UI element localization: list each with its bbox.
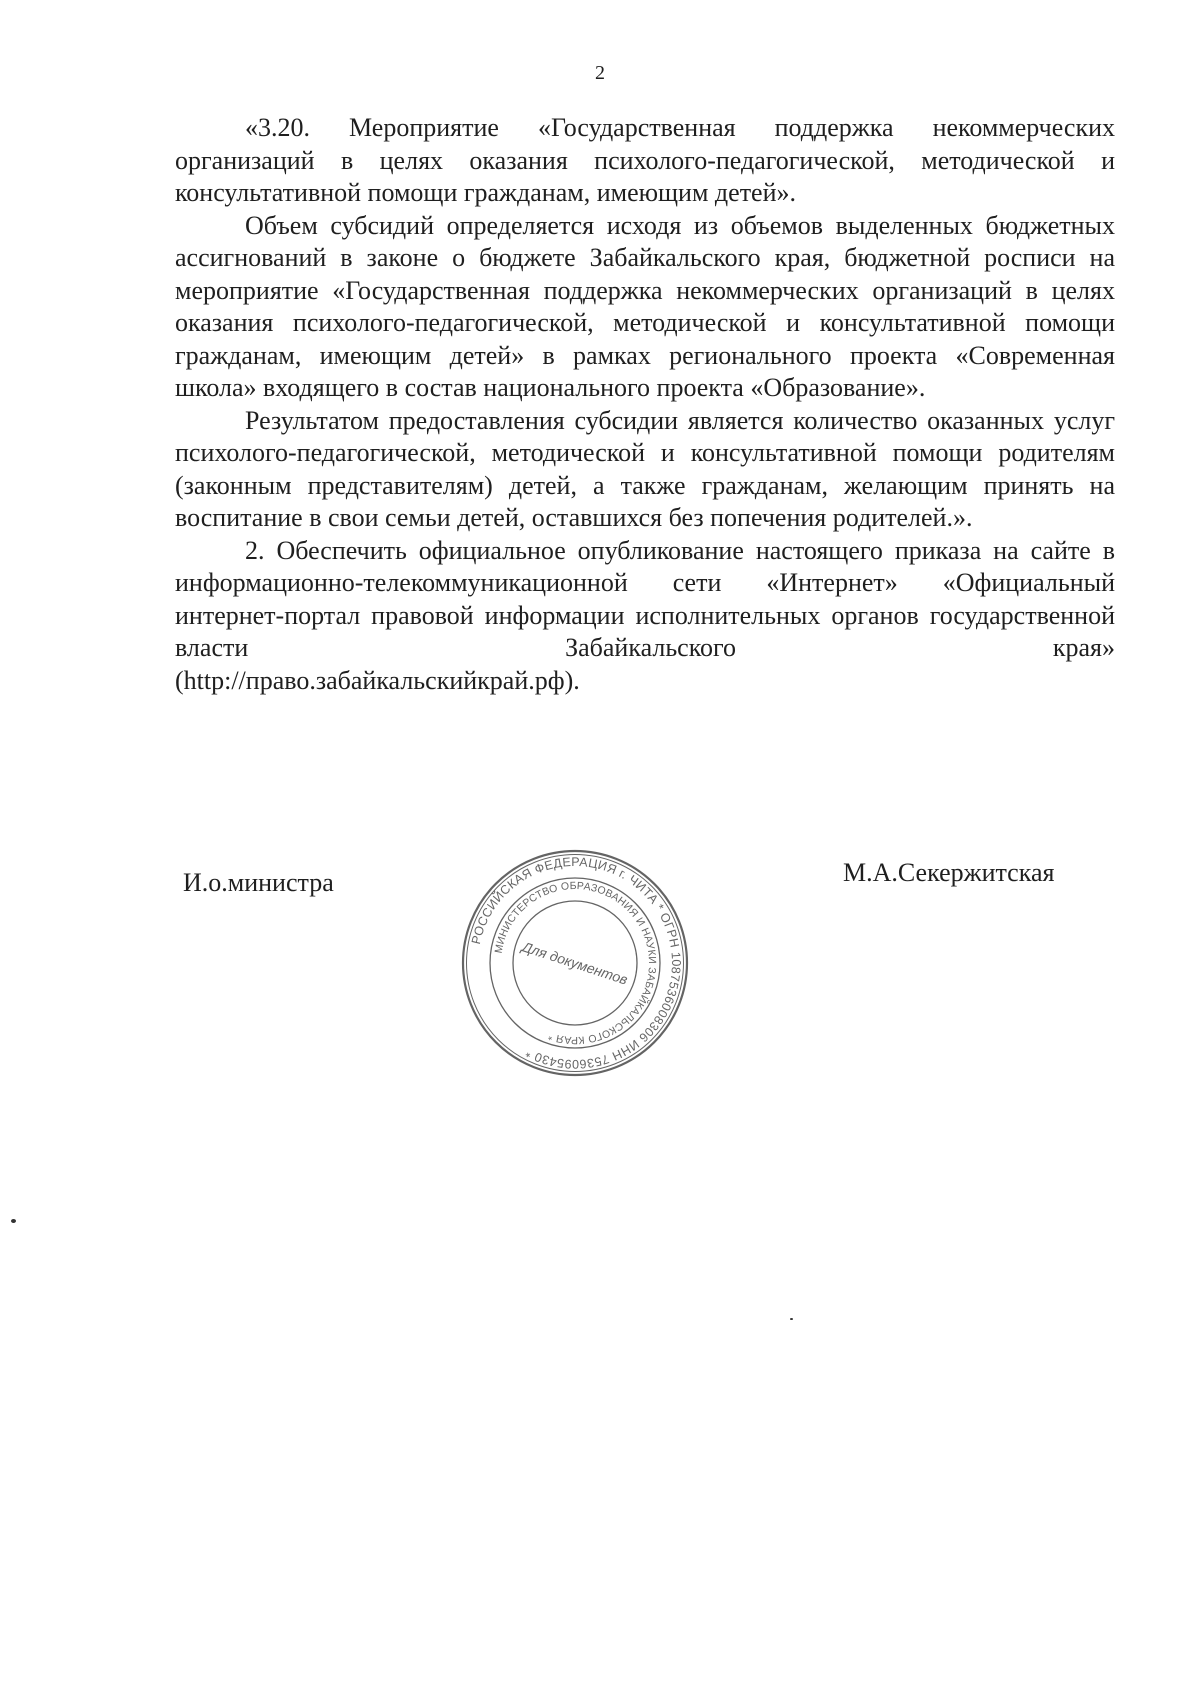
seal-outer-text: РОССИЙСКАЯ ФЕДЕРАЦИЯ г. ЧИТА * ОГРН 1087536008306 ИНН 7536095430 * bbox=[468, 854, 684, 1072]
paragraph-publication: 2. Обеспечить официальное опубликование настоящего приказа на сайте в информационно-телекоммуникационной сети «Интернет» «Официальный интернет-портал правовой информации исполнительных органов государственной власти Забайкальского края» bbox=[175, 535, 1115, 662]
scan-speck bbox=[790, 1318, 793, 1320]
scan-speck bbox=[11, 1219, 16, 1223]
document-body bbox=[175, 112, 1115, 697]
seal-inner-text: МИНИСТЕРСТВО ОБРАЗОВАНИЯ И НАУКИ ЗАБАЙКАЛЬСКОГО КРАЯ * bbox=[492, 879, 659, 1047]
paragraph-subsidy-volume: Объем субсидий определяется исходя из объемов выделенных бюджетных ассигнований в законе о бюджете Забайкальского края, бюджетной росписи на мероприятие «Государственная поддержка некоммерческих организаций в целях оказания психолого-педагогической, методической и консультативной помощи гражданам, имеющим детей» в рамках регионального проекта «Современная школа» входящего в состав национального проекта «Образование». bbox=[175, 210, 1115, 402]
signatory-title: И.о.министра bbox=[183, 868, 334, 897]
publication-url: (http://право.забайкальскийкрай.рф). bbox=[175, 665, 580, 695]
paragraph-measure-3-20: «3.20. Мероприятие «Государственная поддержка некоммерческих организаций в целях оказания психолого-педагогической, методической и консультативной помощи гражданам, имеющим детей». bbox=[175, 113, 1115, 207]
seal-center-text: Для документов bbox=[520, 938, 630, 988]
official-seal-stamp bbox=[460, 848, 690, 1078]
signatory-name: М.А.Секержитская bbox=[843, 858, 1055, 887]
page-number: 2 bbox=[595, 62, 605, 84]
paragraph-subsidy-result: Результатом предоставления субсидии является количество оказанных услуг психолого-педагогической, методической и консультативной помощи родителям (законным представителям) детей, а также гражданам, желающим принять на воспитание в свои семьи детей, оставшихся без попечения родителей.». bbox=[175, 405, 1115, 532]
